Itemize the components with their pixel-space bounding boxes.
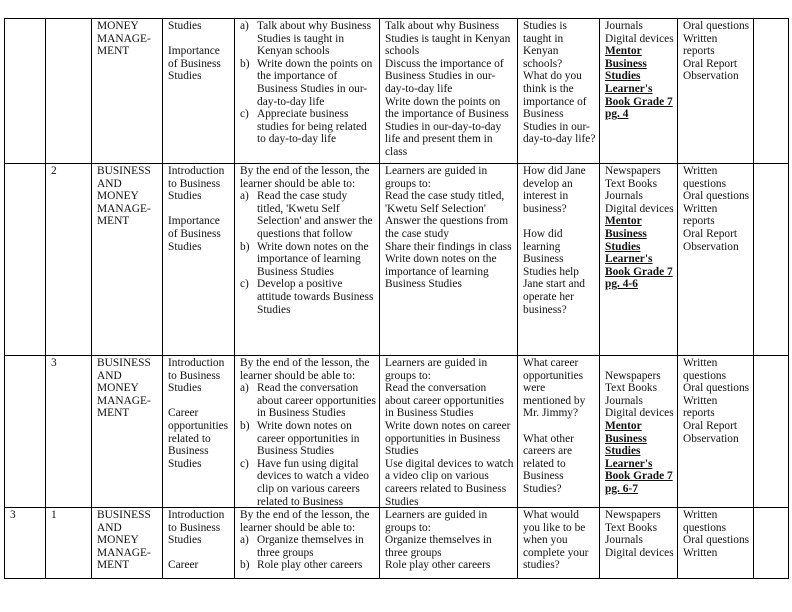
sub-strand-text: Studies	[168, 20, 202, 32]
lesson-cell	[46, 508, 92, 579]
resource-item: Newspapers	[605, 369, 661, 382]
sub-strand-cell	[163, 356, 235, 508]
assessment-cell	[678, 356, 754, 508]
learning-outcomes-cell-content	[240, 357, 376, 507]
reflection-cell	[754, 356, 789, 508]
lesson-number	[51, 20, 88, 33]
table-row	[5, 508, 789, 579]
assessment-cell-content	[683, 509, 750, 578]
inquiry-question	[523, 420, 596, 433]
week-cell	[5, 19, 46, 164]
lesson-cell	[46, 19, 92, 164]
assessment-cell-content	[683, 20, 750, 163]
strand-cell	[92, 356, 163, 508]
resource-item: Digital devices	[605, 202, 674, 215]
assessment-cell-content	[683, 165, 750, 355]
strand-text: MONEY MANAGE- MENT	[97, 20, 151, 58]
sub-strand-text: Introduction to Business Studies	[168, 509, 225, 547]
lesson-cell-content	[51, 20, 88, 163]
outcome-item	[240, 241, 376, 279]
resource-item: Text Books	[605, 382, 658, 395]
week-cell-content	[10, 357, 42, 507]
outcome-item	[240, 559, 376, 572]
outcome-letter: c)	[240, 457, 249, 470]
assessment-method: Written	[683, 546, 718, 559]
resource-book-reference: Mentor Business Studies Learner's Book Grade 7 pg. 4-6	[605, 215, 673, 291]
outcomes-intro: By the end of the lesson, the learner should be able to:	[240, 509, 370, 534]
sub-strand-cell-content	[168, 20, 231, 163]
outcome-text: Appreciate business studies for being related to day-to-day life	[257, 108, 367, 146]
resource-item: Digital devices	[605, 546, 674, 559]
outcome-text: Have fun using digital devices to watch a video clip on various careers related to Business	[257, 457, 369, 507]
learning-outcomes-cell-content	[240, 165, 376, 355]
inquiry-question: What other careers are related to Business Studies?	[523, 432, 574, 495]
assessment-cell-content	[683, 357, 750, 507]
assessment-method: Written reports	[683, 202, 718, 228]
key-inquiry-cell-content	[523, 357, 596, 507]
sub-strand-text	[168, 33, 231, 46]
outcome-letter: a)	[240, 534, 249, 547]
learning-outcomes-cell-content	[240, 509, 376, 578]
experience-text: Share their findings in class	[385, 240, 512, 253]
resources-cell	[600, 164, 678, 356]
assessment-method: Written questions	[683, 357, 727, 382]
week-cell-content	[10, 20, 42, 163]
strand-text: BUSINESS AND MONEY MANAGE- MENT	[97, 509, 151, 572]
strand-cell-content	[97, 509, 159, 578]
reflection-cell-content	[759, 509, 785, 578]
resources-cell-content	[605, 509, 674, 578]
resource-item: Newspapers	[605, 509, 661, 521]
inquiry-question: What do you think is the importance of Business Studies in our-day-to-day life?	[523, 70, 596, 146]
lesson-cell	[46, 164, 92, 356]
resource-item: Text Books	[605, 521, 658, 534]
outcomes-intro: By the end of the lesson, the learner should be able to:	[240, 165, 370, 190]
key-inquiry-cell	[518, 19, 600, 164]
key-inquiry-cell	[518, 356, 600, 508]
resource-item: Journals	[605, 394, 643, 407]
week-cell	[5, 356, 46, 508]
experience-text: Organize themselves in three groups	[385, 534, 492, 559]
learning-experiences-cell	[380, 19, 518, 164]
outcome-text: Read the conversation about career opportunities in Business Studies	[257, 382, 376, 420]
outcome-item	[240, 420, 376, 458]
week-cell-content	[10, 165, 42, 355]
outcome-letter: a)	[240, 20, 249, 32]
outcome-letter: b)	[240, 240, 250, 253]
sub-strand-cell	[163, 19, 235, 164]
reflection-cell-content	[759, 165, 785, 355]
lesson-number: 1	[51, 509, 57, 521]
lesson-cell	[46, 356, 92, 508]
sub-strand-text: Importance of Business Studies	[168, 215, 221, 253]
reflection-cell-content	[759, 20, 785, 163]
learning-outcomes-cell	[235, 356, 380, 508]
outcome-text: Talk about why Business Studies is taught in Kenyan schools	[257, 20, 372, 58]
sub-strand-cell-content	[168, 165, 231, 355]
outcome-item	[240, 190, 376, 240]
experience-text: Read the case study titled, 'Kwetu Self Selection'	[385, 190, 505, 215]
outcome-letter: a)	[240, 382, 249, 395]
resource-item: Journals	[605, 534, 643, 547]
learning-experiences-cell-content	[385, 509, 514, 578]
resources-cell	[600, 356, 678, 508]
assessment-cell	[678, 164, 754, 356]
table-row	[5, 19, 789, 164]
reflection-cell	[754, 19, 789, 164]
strand-cell	[92, 164, 163, 356]
week-number	[10, 357, 42, 370]
resources-cell-content	[605, 165, 674, 355]
outcome-text: Read the case study titled, 'Kwetu Self Selection' and answer the questions that follow	[257, 190, 373, 240]
week-number	[10, 20, 42, 33]
learning-experiences-cell-content	[385, 20, 514, 163]
reflection-cell	[754, 508, 789, 579]
week-cell	[5, 508, 46, 579]
resources-cell-content	[605, 20, 674, 163]
strand-cell	[92, 508, 163, 579]
inquiry-question: How did Jane develop an interest in business?	[523, 165, 586, 215]
inquiry-question	[523, 215, 596, 228]
assessment-method: Oral Report	[683, 57, 738, 70]
lesson-number: 2	[51, 165, 57, 177]
inquiry-question: What would you like to be when you complete your studies?	[523, 509, 589, 572]
sub-strand-text: Career	[168, 559, 199, 572]
week-number: 3	[10, 509, 16, 521]
table-row	[5, 164, 789, 356]
sub-strand-text	[168, 395, 231, 408]
sub-strand-text: Introduction to Business Studies	[168, 165, 225, 203]
inquiry-question: What career opportunities were mentioned by Mr. Jimmy?	[523, 357, 586, 420]
outcome-text: Organize themselves in three groups	[257, 534, 364, 559]
assessment-method: Oral questions	[683, 20, 750, 32]
learning-outcomes-cell	[235, 508, 380, 579]
week-cell	[5, 164, 46, 356]
resource-item	[605, 357, 674, 370]
outcomes-intro: By the end of the lesson, the learner should be able to:	[240, 357, 370, 382]
sub-strand-cell-content	[168, 357, 231, 507]
resource-book-reference: Mentor Business Studies Learner's Book Grade 7 pg. 4	[605, 45, 673, 121]
learning-experiences-cell	[380, 164, 518, 356]
assessment-cell	[678, 508, 754, 579]
learning-outcomes-cell	[235, 164, 380, 356]
table-row	[5, 356, 789, 508]
experience-text: Learners are guided in groups to:	[385, 165, 488, 190]
outcome-item	[240, 58, 376, 108]
outcome-letter: b)	[240, 419, 250, 432]
week-cell-content	[10, 509, 42, 578]
assessment-method: Oral questions	[683, 534, 750, 547]
resource-item: Journals	[605, 20, 643, 32]
sub-strand-text	[168, 547, 231, 560]
lesson-cell-content	[51, 509, 88, 578]
experience-text: Role play other careers	[385, 559, 491, 572]
assessment-method: Oral Report	[683, 227, 738, 240]
sub-strand-cell	[163, 164, 235, 356]
outcome-text: Role play other careers	[257, 559, 363, 572]
inquiry-question: How did learning Business Studies help Jane start and operate her business?	[523, 227, 585, 316]
resource-item: Journals	[605, 190, 643, 203]
outcome-letter: b)	[240, 57, 250, 70]
sub-strand-text: Introduction to Business Studies	[168, 357, 225, 395]
outcome-text: Develop a positive attitude towards Business Studies	[257, 278, 374, 316]
reflection-text	[759, 165, 785, 178]
experience-text: Write down notes on the importance of learning Business Studies	[385, 253, 497, 291]
experience-text: Read the conversation about career opportunities in Business Studies	[385, 382, 504, 420]
resource-book-reference: Mentor Business Studies Learner's Book Grade 7 pg. 6-7	[605, 419, 673, 495]
experience-text: Write down notes on career opportunities in Business Studies	[385, 419, 511, 458]
outcome-item	[240, 20, 376, 58]
scheme-of-work-table	[4, 18, 789, 579]
strand-text: BUSINESS AND MONEY MANAGE- MENT	[97, 357, 151, 420]
resource-item: Digital devices	[605, 407, 674, 420]
resource-item: Text Books	[605, 177, 658, 190]
week-number	[10, 165, 42, 178]
reflection-cell	[754, 164, 789, 356]
outcome-text: Write down notes on the importance of learning Business Studies	[257, 240, 369, 278]
outcome-letter: c)	[240, 278, 249, 291]
outcome-letter: c)	[240, 108, 249, 121]
assessment-method: Oral Report	[683, 419, 738, 432]
resource-item: Digital devices	[605, 32, 674, 45]
outcome-text: Write down the points on the importance of Business Studies in our-day-to-day life	[257, 57, 373, 108]
experience-text: Learners are guided in groups to:	[385, 509, 488, 534]
strand-text: BUSINESS AND MONEY MANAGE- MENT	[97, 165, 151, 228]
strand-cell-content	[97, 20, 159, 163]
learning-outcomes-cell-content	[240, 20, 376, 163]
lesson-number: 3	[51, 357, 57, 369]
outcome-item	[240, 382, 376, 420]
assessment-cell	[678, 19, 754, 164]
sub-strand-text	[168, 203, 231, 216]
resource-item: Newspapers	[605, 165, 661, 177]
outcome-item	[240, 534, 376, 559]
outcome-item	[240, 108, 376, 146]
inquiry-question: Studies is taught in Kenyan schools?	[523, 20, 567, 70]
lesson-cell-content	[51, 357, 88, 507]
lesson-cell-content	[51, 165, 88, 355]
key-inquiry-cell-content	[523, 509, 596, 578]
assessment-method: Written questions	[683, 165, 727, 190]
key-inquiry-cell	[518, 164, 600, 356]
sub-strand-text: Career opportunities related to Business Studies	[168, 407, 229, 470]
learning-experiences-cell	[380, 508, 518, 579]
assessment-method: Written questions	[683, 509, 727, 534]
experience-text: Write down the points on the importance of Business Studies in our-day-to-day life and present them in class	[385, 95, 509, 158]
strand-cell	[92, 19, 163, 164]
resources-cell	[600, 19, 678, 164]
learning-experiences-cell-content	[385, 165, 514, 355]
assessment-method: Written reports	[683, 32, 718, 58]
experience-text: Learners are guided in groups to:	[385, 357, 488, 382]
sub-strand-cell	[163, 508, 235, 579]
outcome-letter: b)	[240, 559, 250, 572]
experience-text: Talk about why Business Studies is taught in Kenyan schools	[385, 20, 511, 58]
resources-cell-content	[605, 357, 674, 507]
learning-experiences-cell-content	[385, 357, 514, 507]
reflection-text	[759, 20, 785, 33]
experience-text: Use digital devices to watch a video clip on various careers related to Business Studies	[385, 457, 514, 507]
key-inquiry-cell-content	[523, 20, 596, 163]
sub-strand-text: Importance of Business Studies	[168, 45, 221, 83]
experience-text: Answer the questions from the case study	[385, 215, 509, 240]
assessment-method: Written reports	[683, 394, 718, 420]
reflection-text	[759, 509, 785, 522]
assessment-method: Oral questions	[683, 382, 750, 395]
assessment-method: Observation	[683, 70, 739, 83]
learning-experiences-cell	[380, 356, 518, 508]
strand-cell-content	[97, 165, 159, 355]
strand-cell-content	[97, 357, 159, 507]
outcome-text: Write down notes on career opportunities in Business Studies	[257, 419, 360, 458]
outcome-item	[240, 458, 376, 507]
experience-text: Discuss the importance of Business Studies in our-day-to-day life	[385, 57, 504, 95]
outcome-letter: a)	[240, 190, 249, 203]
learning-outcomes-cell	[235, 19, 380, 164]
reflection-text	[759, 357, 785, 370]
key-inquiry-cell-content	[523, 165, 596, 355]
assessment-method: Observation	[683, 240, 739, 253]
sub-strand-cell-content	[168, 509, 231, 578]
resources-cell	[600, 508, 678, 579]
outcome-item	[240, 278, 376, 316]
assessment-method: Observation	[683, 432, 739, 445]
assessment-method: Oral questions	[683, 190, 750, 203]
reflection-cell-content	[759, 357, 785, 507]
key-inquiry-cell	[518, 508, 600, 579]
